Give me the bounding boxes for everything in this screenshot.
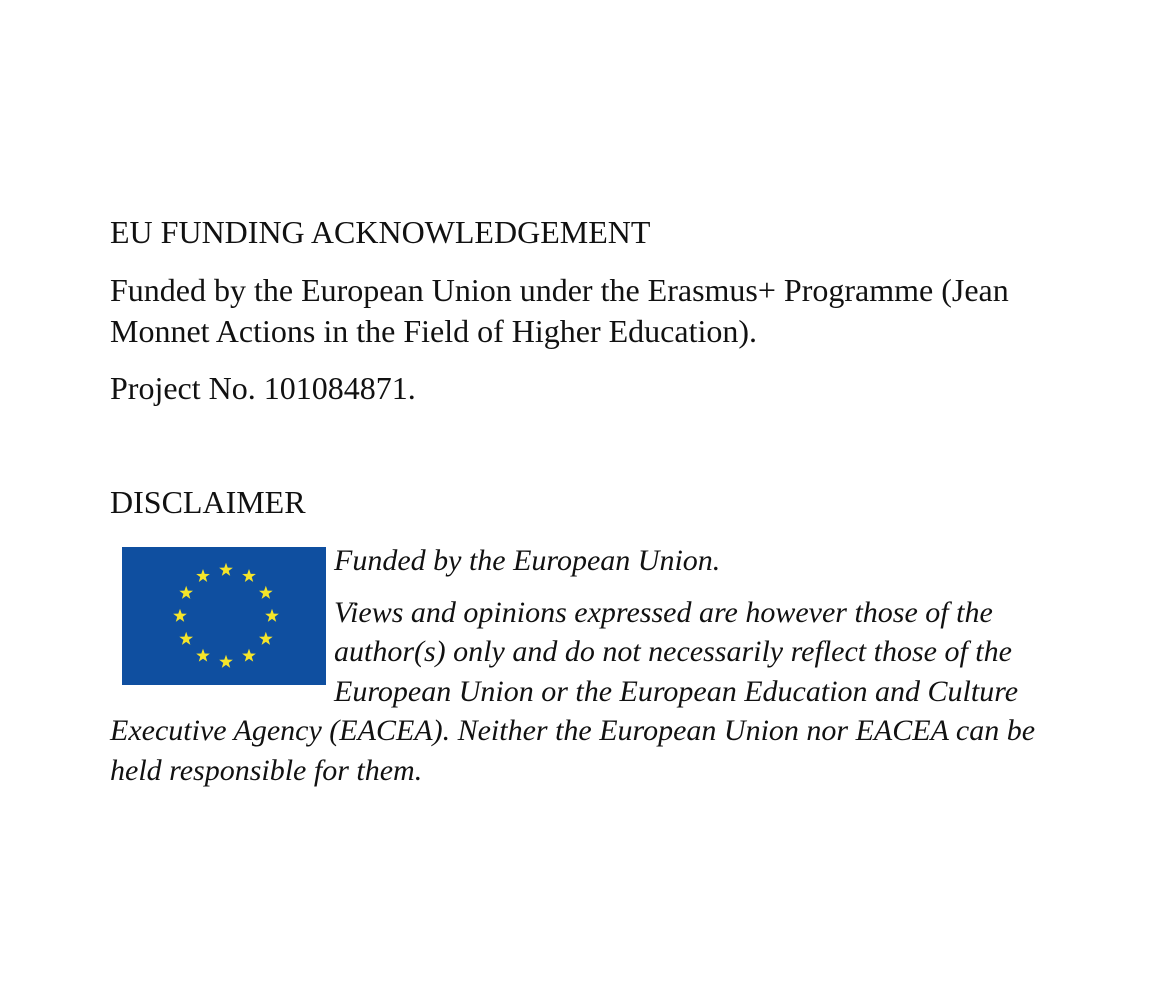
disclaimer-body: Views and opinions expressed are however those of the author(s) only and do not necessarily reflect those of the European Union or the European Education and Culture Executive Agency (EACEA). Neither the European Union nor EACEA can be held responsible for them.: [110, 595, 1036, 787]
disclaimer-heading: DISCLAIMER: [110, 484, 306, 520]
disclaimer-block: [110, 541, 1055, 790]
eu-flag-icon: [122, 547, 326, 685]
project-number: Project No. 101084871.: [110, 370, 416, 406]
disclaimer-funded-line: Funded by the European Union.: [334, 544, 721, 577]
funding-statement: Funded by the European Union under the Erasmus+ Programme (Jean Monnet Actions in the Field of Higher Education).: [110, 272, 1009, 349]
funding-heading: EU FUNDING ACKNOWLEDGEMENT: [110, 214, 651, 250]
